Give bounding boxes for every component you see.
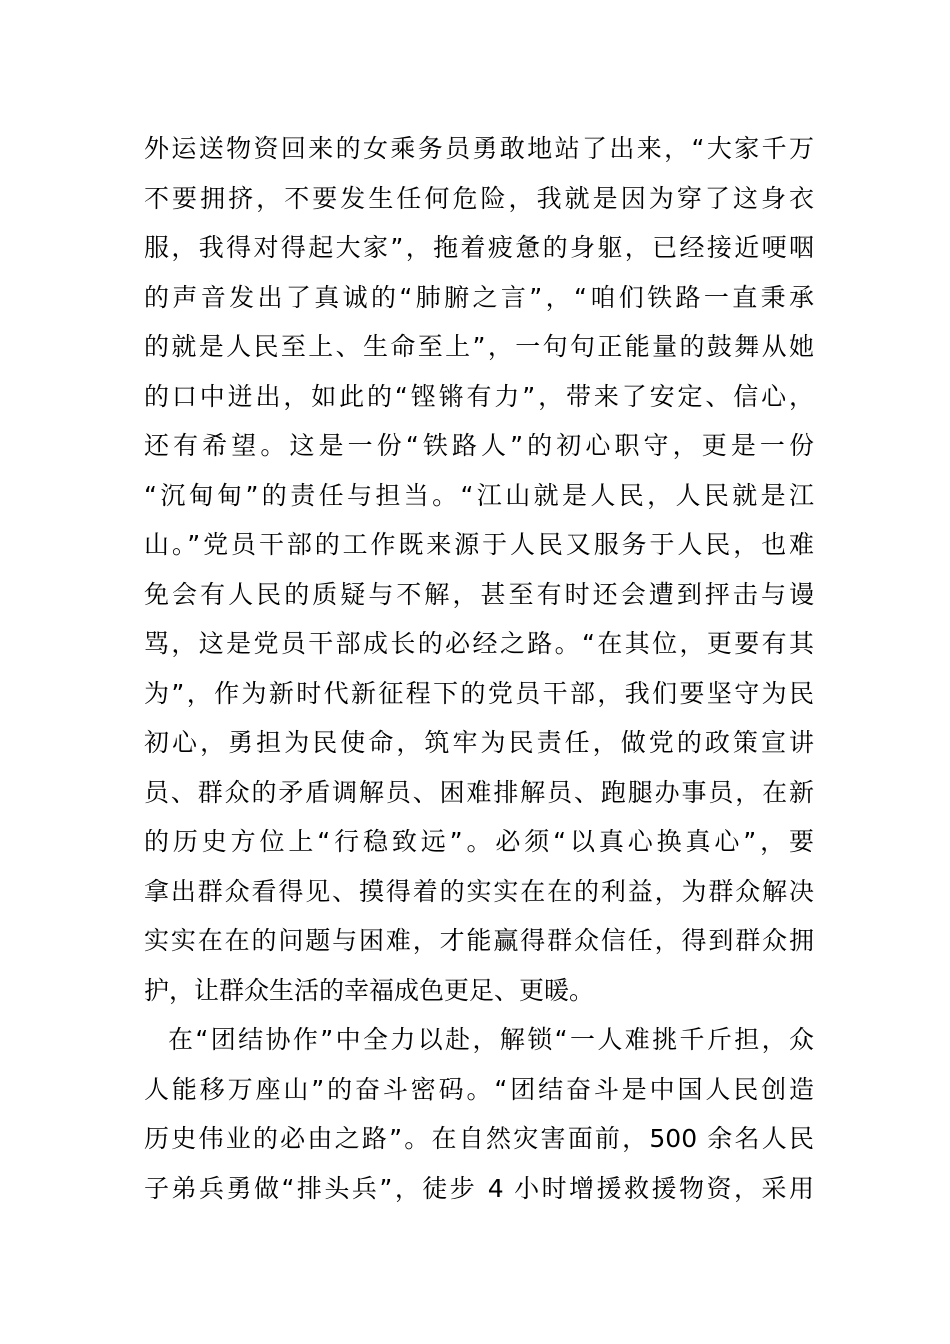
text-line: 实实在在的问题与困难，才能赢得群众信任，得到群众拥 [144, 926, 814, 955]
body-text [144, 124, 814, 1213]
text-line: 山。”党员干部的工作既来源于人民又服务于人民，也难 [144, 530, 814, 559]
text-line: “沉甸甸”的责任与担当。“江山就是人民，人民就是江 [144, 480, 814, 510]
text-line: 员、群众的矛盾调解员、困难排解员、跑腿办事员，在新 [144, 777, 814, 807]
text-line: 服，我得对得起大家”，拖着疲惫的身躯，已经接近哽咽 [144, 233, 814, 262]
paragraph-last-line: 护，让群众生活的幸福成色更足、更暖。 [144, 975, 595, 1005]
paragraph-first-line: 在“团结协作”中全力以赴，解锁“一人难挑千斤担，众 [168, 1025, 814, 1054]
text-line: 的声音发出了真诚的“肺腑之言”，“咱们铁路一直秉承 [144, 282, 814, 312]
text-line: 人能移万座山”的奋斗密码。“团结奋斗是中国人民创造 [144, 1074, 814, 1104]
text-line: 拿出群众看得见、摸得着的实实在在的利益，为群众解决 [144, 876, 814, 906]
text-line: 历史伟业的必由之路”。在自然灾害面前，500 余名人民 [144, 1124, 814, 1153]
text-line: 的口中迸出，如此的“铿锵有力”，带来了安定、信心， [144, 381, 814, 411]
text-line: 还有希望。这是一份“铁路人”的初心职守，更是一份 [144, 431, 814, 460]
text-line: 的就是人民至上、生命至上”，一句句正能量的鼓舞从她 [144, 332, 814, 361]
text-line: 为”，作为新时代新征程下的党员干部，我们要坚守为民 [144, 678, 814, 708]
text-line: 初心，勇担为民使命，筑牢为民责任，做党的政策宣讲 [144, 728, 814, 757]
text-line: 的历史方位上“行稳致远”。必须“以真心换真心”，要 [144, 827, 814, 856]
text-line: 子弟兵勇做“排头兵”，徒步 4 小时增援救援物资，采用 [144, 1173, 814, 1203]
text-line: 不要拥挤，不要发生任何危险，我就是因为穿了这身衣 [144, 183, 814, 213]
text-line: 骂，这是党员干部成长的必经之路。“在其位，更要有其 [144, 629, 814, 658]
text-line: 免会有人民的质疑与不解，甚至有时还会遭到抨击与谩 [144, 579, 814, 609]
text-line: 外运送物资回来的女乘务员勇敢地站了出来，“大家千万 [144, 134, 814, 163]
